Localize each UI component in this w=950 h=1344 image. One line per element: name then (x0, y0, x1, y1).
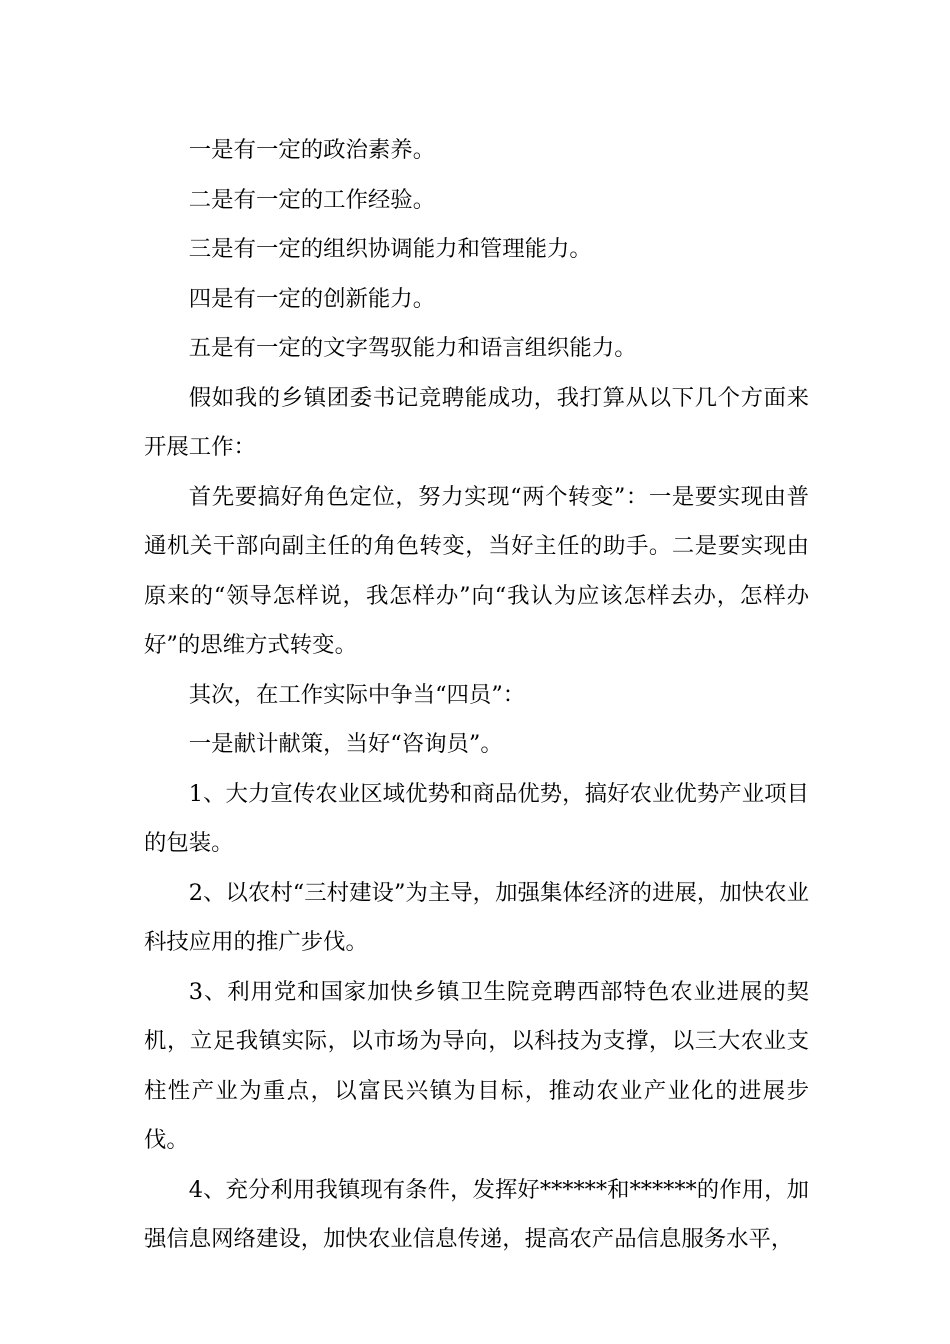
document-page (144, 126, 809, 1265)
paragraph-7: 首先要搞好角色定位，努力实现“两个转变”：一是要实现由普通机关干部向副主任的角色转变，当好主任的助手。二是要实现由原来的“领导怎样说，我怎样办”向“我认为应该怎样去办，怎样办好”的思维方式转变。 (144, 483, 809, 658)
paragraph-6: 假如我的乡镇团委书记竞聘能成功，我打算从以下几个方面来开展工作： (144, 384, 809, 460)
paragraph-3: 三是有一定的组织协调能力和管理能力。 (188, 236, 592, 262)
paragraph-2: 二是有一定的工作经验。 (188, 186, 436, 213)
paragraph-8: 其次，在工作实际中争当“四员”： (188, 681, 526, 708)
paragraph-10: 1、大力宣传农业区域优势和商品优势，搞好农业优势产业项目的包装。 (144, 780, 809, 856)
paragraph-5: 五是有一定的文字驾驭能力和语言组织能力。 (188, 335, 637, 361)
paragraph-4: 四是有一定的创新能力。 (188, 285, 436, 312)
paragraph-1: 一是有一定的政治素养。 (188, 137, 436, 163)
paragraph-12: 3、利用党和国家加快乡镇卫生院竞聘西部特色农业进展的契机，立足我镇实际，以市场为导向，以科技为支撑，以三大农业支柱性产业为重点，以富民兴镇为目标，推动农业产业化的进展步伐。 (144, 978, 809, 1153)
paragraph-13: 4、充分利用我镇现有条件，发挥好******和******的作用，加强信息网络建设，加快农业信息传递，提高农产品信息服务水平， (144, 1176, 809, 1252)
paragraph-9: 一是献计献策，当好“咨询员”。 (188, 731, 503, 757)
paragraph-11: 2、以农村“三村建设”为主导，加强集体经济的进展，加快农业科技应用的推广步伐。 (144, 879, 809, 955)
